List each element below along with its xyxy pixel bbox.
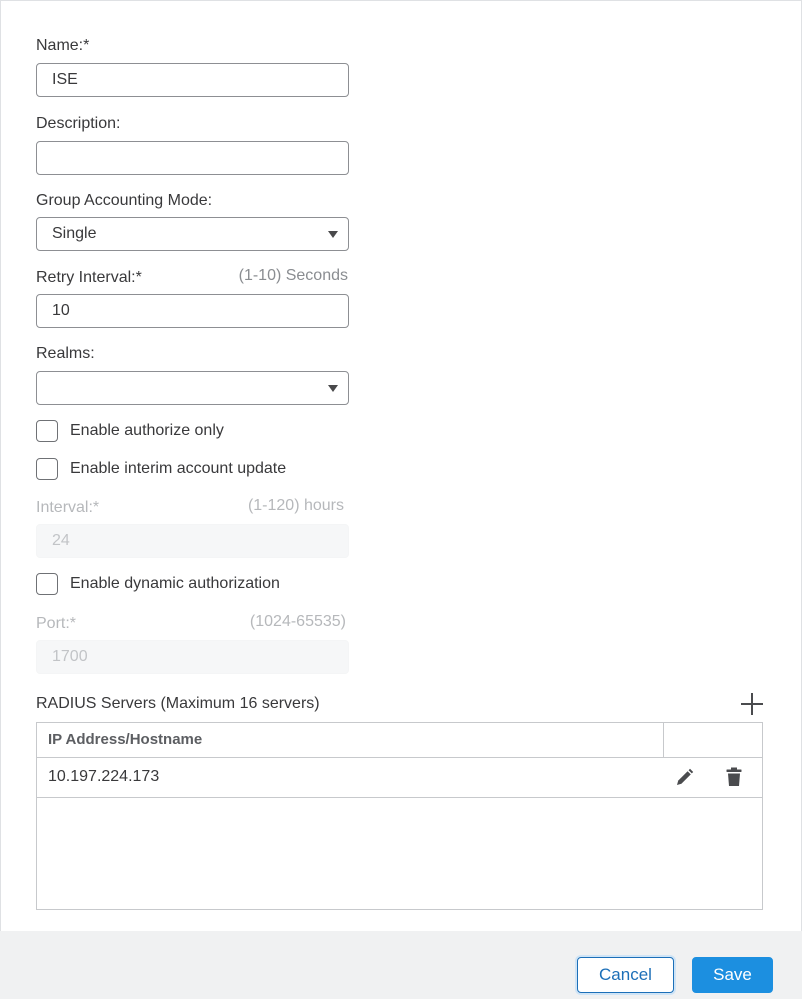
group-accounting-mode-label: Group Accounting Mode:: [36, 192, 213, 209]
column-divider: [663, 723, 664, 758]
port-label: Port:*: [36, 615, 77, 632]
chevron-down-icon: [328, 231, 338, 238]
table-header: [37, 723, 762, 758]
pencil-icon[interactable]: [673, 767, 695, 789]
radius-servers-table: [36, 722, 763, 910]
name-input[interactable]: ISE: [36, 63, 349, 97]
interval-input: 24: [36, 524, 349, 558]
retry-interval-label: Retry Interval:*: [36, 269, 142, 286]
dialog-footer: [0, 931, 802, 999]
realms-label: Realms:: [36, 345, 95, 362]
description-label: Description:: [36, 115, 121, 132]
column-header-ip-address: IP Address/Hostname: [48, 731, 203, 748]
enable-interim-account-update-label: Enable interim account update: [70, 460, 287, 477]
plus-icon[interactable]: [741, 693, 763, 715]
server-host-cell: 10.197.224.173: [48, 768, 160, 785]
cancel-button[interactable]: Cancel: [577, 957, 674, 993]
interval-label: Interval:*: [36, 499, 100, 516]
chevron-down-icon: [328, 385, 338, 392]
retry-interval-input[interactable]: 10: [36, 294, 349, 328]
description-input[interactable]: [36, 141, 349, 175]
group-accounting-mode-select[interactable]: [36, 217, 349, 251]
trash-icon[interactable]: [723, 766, 745, 788]
port-input: 1700: [36, 640, 349, 674]
enable-dynamic-authorization-checkbox[interactable]: [36, 573, 58, 595]
realms-select[interactable]: [36, 371, 349, 405]
enable-authorize-only-label: Enable authorize only: [70, 422, 224, 439]
group-accounting-mode-value: Single: [52, 225, 97, 242]
retry-interval-hint: (1-10) Seconds: [238, 267, 348, 284]
port-hint: (1024-65535): [249, 613, 346, 630]
enable-dynamic-authorization-label: Enable dynamic authorization: [70, 575, 280, 592]
name-label: Name:*: [36, 37, 90, 54]
radius-servers-title: RADIUS Servers (Maximum 16 servers): [36, 695, 320, 712]
enable-interim-account-update-checkbox[interactable]: [36, 458, 58, 480]
save-button[interactable]: Save: [692, 957, 773, 993]
enable-authorize-only-checkbox[interactable]: [36, 420, 58, 442]
table-row: [37, 758, 762, 798]
interval-hint: (1-120) hours: [247, 497, 344, 514]
